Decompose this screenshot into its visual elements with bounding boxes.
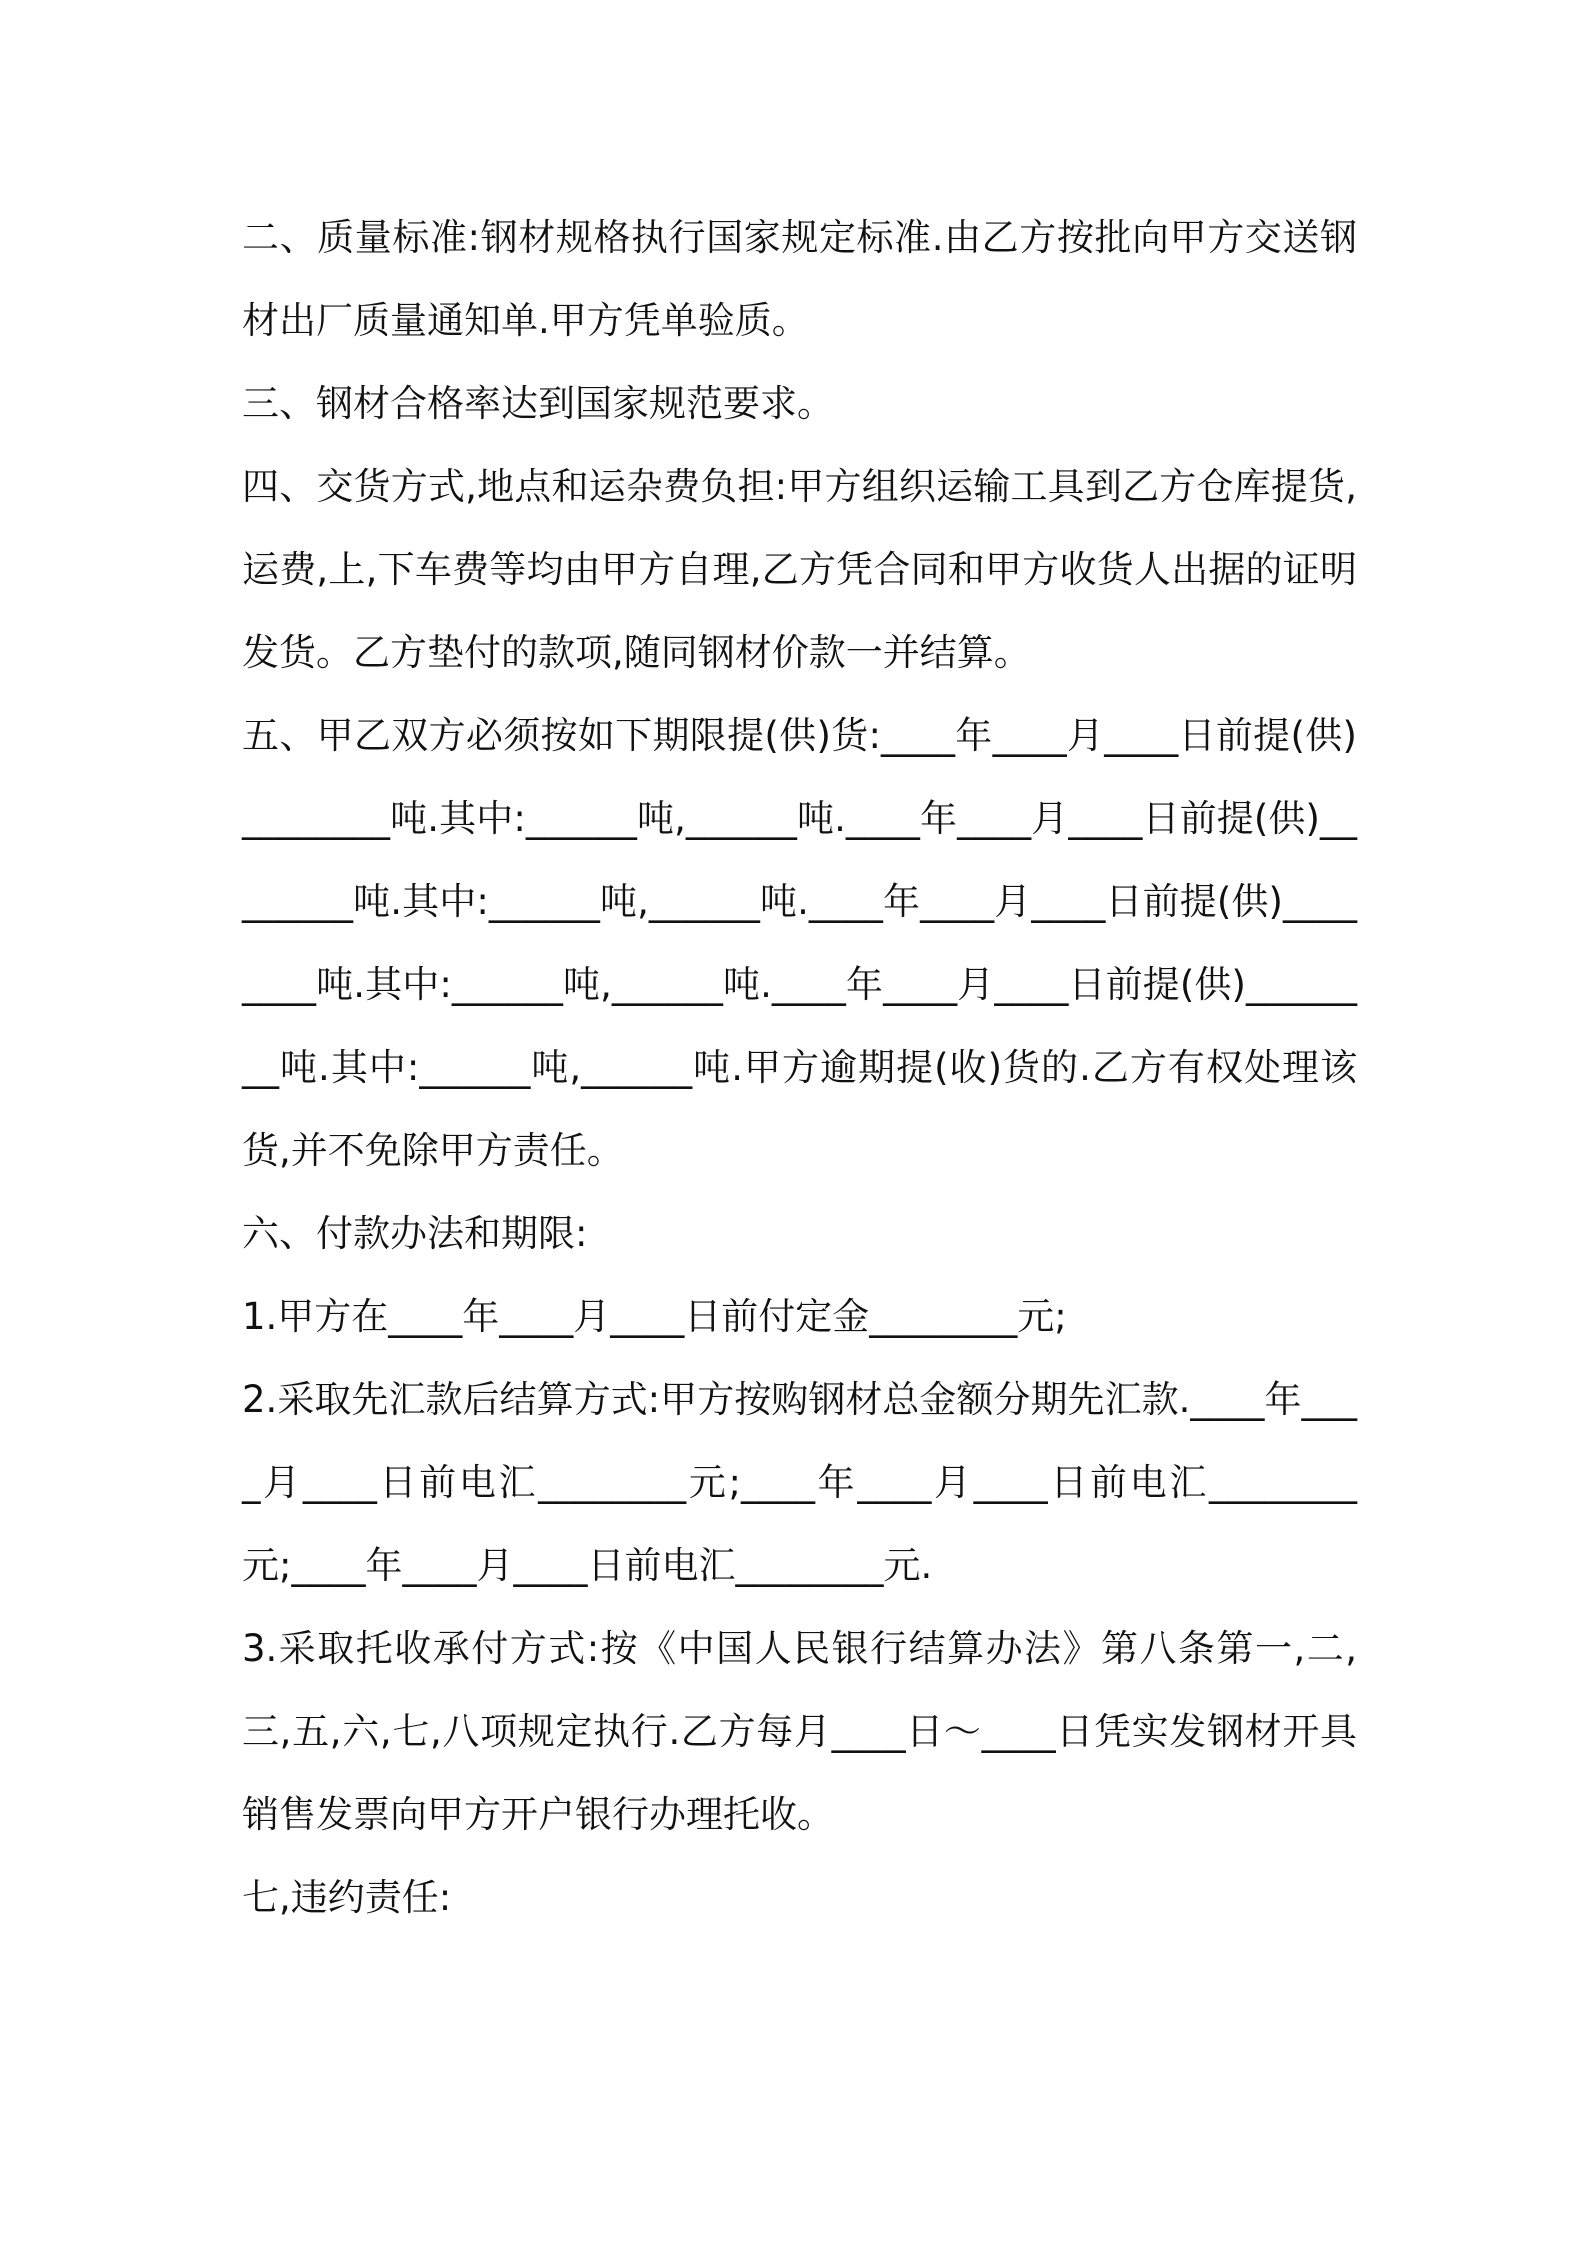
clause-payment-remittance: 2.采取先汇款后结算方式:甲方按购钢材总金额分期先汇款.____年____月____日前电汇________元;____年____月____日前电汇________元;____年____月____日前电汇________元. xyxy=(242,1378,1357,1587)
clause-delivery-schedule: 五、甲乙双方必须按如下期限提(供)货:____年____月____日前提(供)________吨.其中:______吨,______吨.____年____月____日前提(供)________吨.其中:______吨,______吨.____年____月____日前提(供)________吨.其中:______吨,______吨.____年____月____日前提(供)________吨.其中:______吨,______吨.甲方逾期提(收)货的.乙方有权处理该货,并不免除甲方责任。 xyxy=(242,714,1357,1172)
clause-payment-heading: 六、付款办法和期限: xyxy=(242,1212,588,1255)
clause-delivery-method: 四、交货方式,地点和运杂费负担:甲方组织运输工具到乙方仓库提货,运费,上,下车费等均由甲方自理,乙方凭合同和甲方收货人出据的证明发货。乙方垫付的款项,随同钢材价款一并结算。 xyxy=(242,465,1357,674)
clause-quality-standard: 二、质量标准:钢材规格执行国家规定标准.由乙方按批向甲方交送钢材出厂质量通知单.甲方凭单验质。 xyxy=(242,216,1357,342)
clause-payment-collection: 3.采取托收承付方式:按《中国人民银行结算办法》第八条第一,二,三,五,六,七,八项规定执行.乙方每月____日～____日凭实发钢材开具销售发票向甲方开户银行办理托收。 xyxy=(242,1627,1357,1836)
clause-payment-deposit: 1.甲方在____年____月____日前付定金________元; xyxy=(242,1295,1067,1338)
clause-breach-heading: 七,违约责任: xyxy=(242,1876,452,1919)
clause-pass-rate: 三、钢材合格率达到国家规范要求。 xyxy=(242,382,834,425)
contract-body xyxy=(242,196,1357,1939)
